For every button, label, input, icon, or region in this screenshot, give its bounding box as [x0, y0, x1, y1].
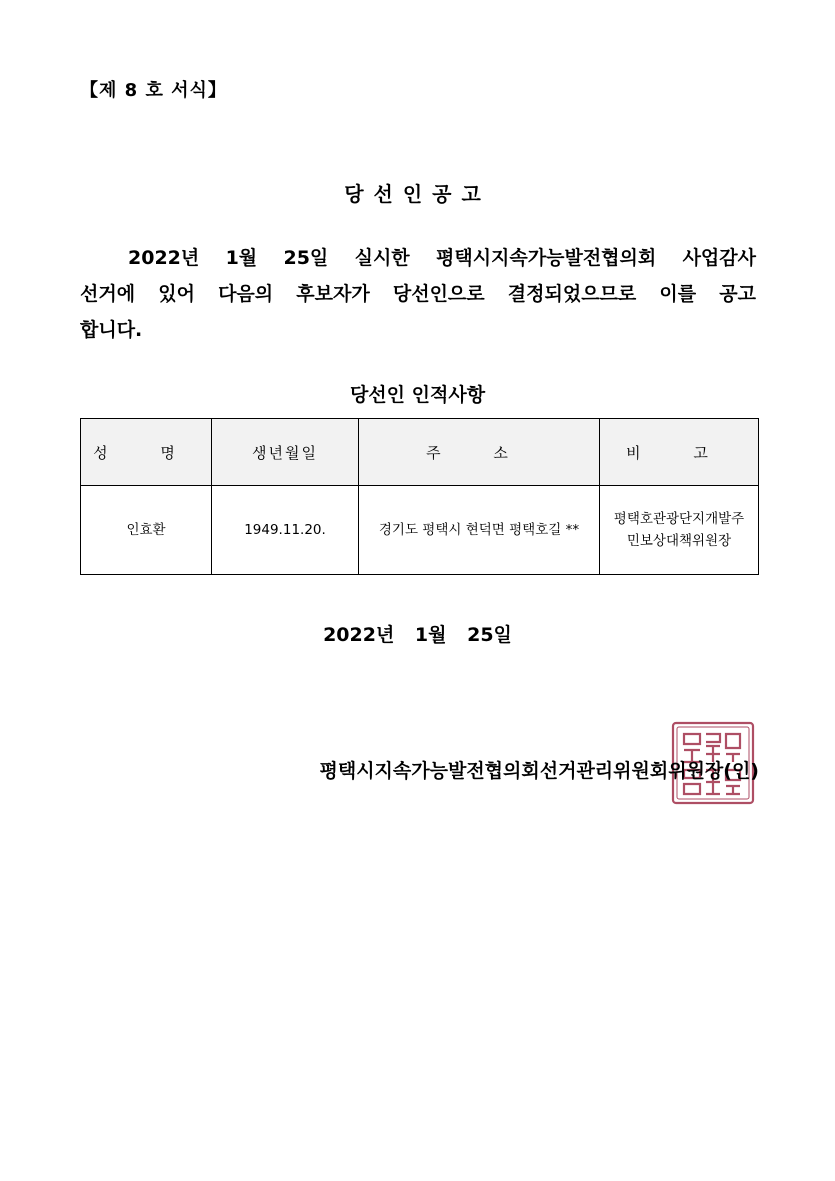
- header-note: 비 고: [600, 419, 759, 486]
- body-line-2: 선거에 있어 다음의 후보자가 당선인으로 결정되었으므로 이를 공고: [80, 283, 756, 305]
- header-name: 성 명: [81, 419, 212, 486]
- document-title: 당선인공고: [344, 182, 491, 206]
- announcement-date: 2022년 1월 25일: [323, 624, 512, 646]
- announcement-body: [80, 240, 756, 348]
- table-row: [81, 486, 759, 575]
- note-line-2: 민보상대책위원장: [626, 533, 732, 549]
- body-line-1: 2022년 1월 25일 실시한 평택시지속가능발전협의회 사업감사: [128, 247, 756, 269]
- cell-name: 인효환: [81, 486, 212, 575]
- cell-birthdate: 1949.11.20.: [212, 486, 359, 575]
- note-line-1: 평택호관광단지개발주: [613, 511, 745, 527]
- elected-person-table: [80, 418, 759, 575]
- form-number-label: 【제 8 호 서식】: [80, 80, 227, 101]
- cell-address: 경기도 평택시 현덕면 평택호길 **: [359, 486, 600, 575]
- header-birthdate: 생년월일: [212, 419, 359, 486]
- body-line-3: 합니다.: [80, 319, 143, 341]
- signature-line: 평택시지속가능발전협의회선거관리위원회위원장(인): [319, 760, 759, 782]
- table-header-row: [81, 419, 759, 486]
- cell-note: [600, 486, 759, 575]
- section-title: 당선인 인적사항: [349, 384, 486, 406]
- header-address: 주 소: [359, 419, 600, 486]
